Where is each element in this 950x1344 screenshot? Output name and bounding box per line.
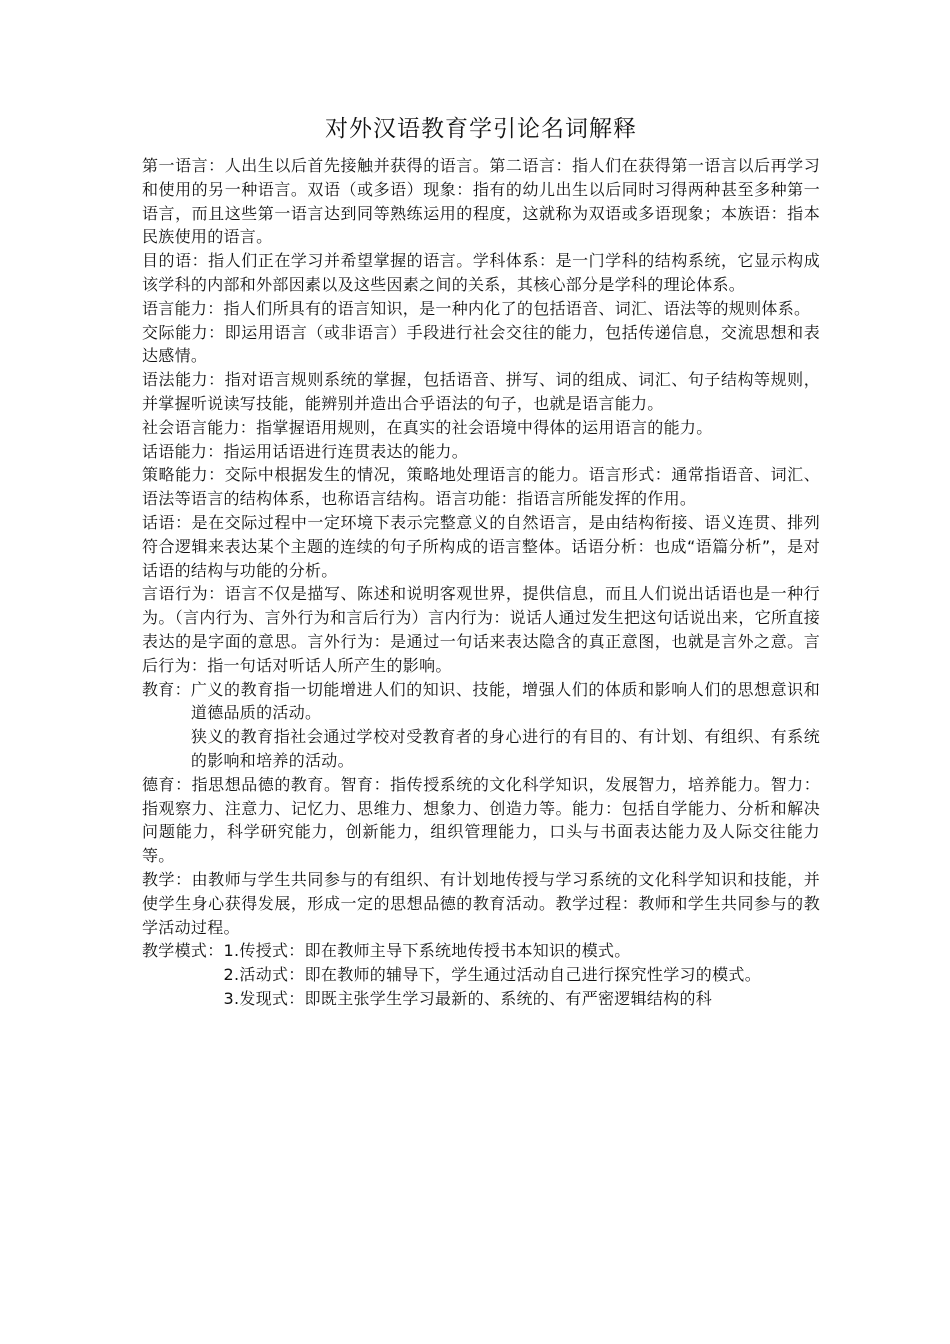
list-item-number: 2. [223,965,240,985]
paragraph-communicative-competence: 交际能力：即运用语言（或非语言）手段进行社会交往的能力，包括传递信息，交流思想和表达感情。 [142,322,820,366]
document-title: 对外汉语教育学引论名词解释 [325,116,637,142]
education-definition [142,678,820,773]
list-item-number: 3. [223,988,240,1008]
paragraph-target-language: 目的语：指人们正在学习并希望掌握的语言。学科体系：是一门学科的结构系统，它显示构成该学科的内部和外部因素以及这些因素之间的关系，其核心部分是学科的理论体系。 [142,251,820,294]
paragraph-teaching: 教学：由教师与学生共同参与的有组织、有计划地传授与学习系统的文化科学知识和技能，并使学生身心获得发展，形成一定的思想品德的教育活动。教学过程：教师和学生共同参与的教学活动过程。 [142,869,820,937]
education-narrow: 狭义的教育指社会通过学校对受教育者的身心进行的有目的、有计划、有组织、有系统的影响和培养的活动。 [190,727,820,770]
teaching-modes-list [224,939,820,1010]
paragraph-moral-education: 德育：指思想品德的教育。智育：指传授系统的文化科学知识，发展智力，培养能力。智力：指观察力、注意力、记忆力、思维力、想象力、创造力等。能力：包括自学能力、分析和解决问题能力，科学研究能力，创新能力，组织管理能力，口头与书面表达能力及人际交往能力等。 [142,774,820,866]
paragraph-grammatical-competence: 语法能力：指对语言规则系统的掌握，包括语音、拼写、词的组成、词汇、句子结构等规则，并掌握听说读写技能，能辨别并造出合乎语法的句子，也就是语言能力。 [142,370,820,413]
list-item-text: 发现式：即既主张学生学习最新的、系统的、有严密逻辑结构的科 [239,988,713,1008]
education-broad: 广义的教育指一切能增进人们的知识、技能，增强人们的体质和影响人们的思想意识和道德品质的活动。 [190,679,820,723]
paragraph-sociolinguistic-competence: 社会语言能力：指掌握语用规则，在真实的社会语境中得体的运用语言的能力。 [142,417,713,437]
list-item [224,963,820,987]
education-label: 教育： [142,679,191,699]
teaching-modes [142,939,820,1010]
paragraph-language-competence: 语言能力：指人们所具有的语言知识，是一种内化了的包括语音、词汇、语法等的规则体系。 [142,298,811,318]
teaching-modes-label: 教学模式： [142,941,224,961]
list-item-text: 活动式：即在教师的辅导下，学生通过活动自己进行探究性学习的模式。 [239,965,761,985]
document-page [142,112,820,1011]
paragraph-first-language: 第一语言：人出生以后首先接触并获得的语言。第二语言：指人们在获得第一语言以后再学习和使用的另一种语言。双语（或多语）现象：指有的幼儿出生以后同时习得两种甚至多种第一语言，而且这些第一语言达到同等熟练运用的程度，这就称为双语或多语现象；本族语：指本民族使用的语言。 [142,156,820,247]
list-item [224,987,820,1011]
education-body [191,678,820,773]
paragraph-speech-act: 言语行为：语言不仅是描写、陈述和说明客观世界，提供信息，而且人们说出话语也是一种行为。（言内行为、言外行为和言后行为）言内行为：说话人通过发生把这句话说出来，它所直接表达的是字面的意思。言外行为：是通过一句话来表达隐含的真正意图，也就是言外之意。言后行为：指一句话对听话人所产生的影响。 [142,584,820,675]
list-item-number: 1. [223,941,240,961]
paragraph-strategic-competence: 策略能力：交际中根据发生的情况，策略地处理语言的能力。语言形式：通常指语音、词汇、语法等语言的结构体系，也称语言结构。语言功能：指语言所能发挥的作用。 [142,465,820,509]
paragraph-discourse: 话语：是在交际过程中一定环境下表示完整意义的自然语言，是由结构衔接、语义连贯、排列符合逻辑来表达某个主题的连续的句子所构成的语言整体。话语分析：也成“语篇分析”，是对话语的结构与功能的分析。 [142,512,820,580]
paragraph-discourse-competence: 话语能力：指运用话语进行连贯表达的能力。 [142,441,469,461]
list-item [224,939,820,963]
list-item-text: 传授式：即在教师主导下系统地传授书本知识的模式。 [239,941,631,961]
